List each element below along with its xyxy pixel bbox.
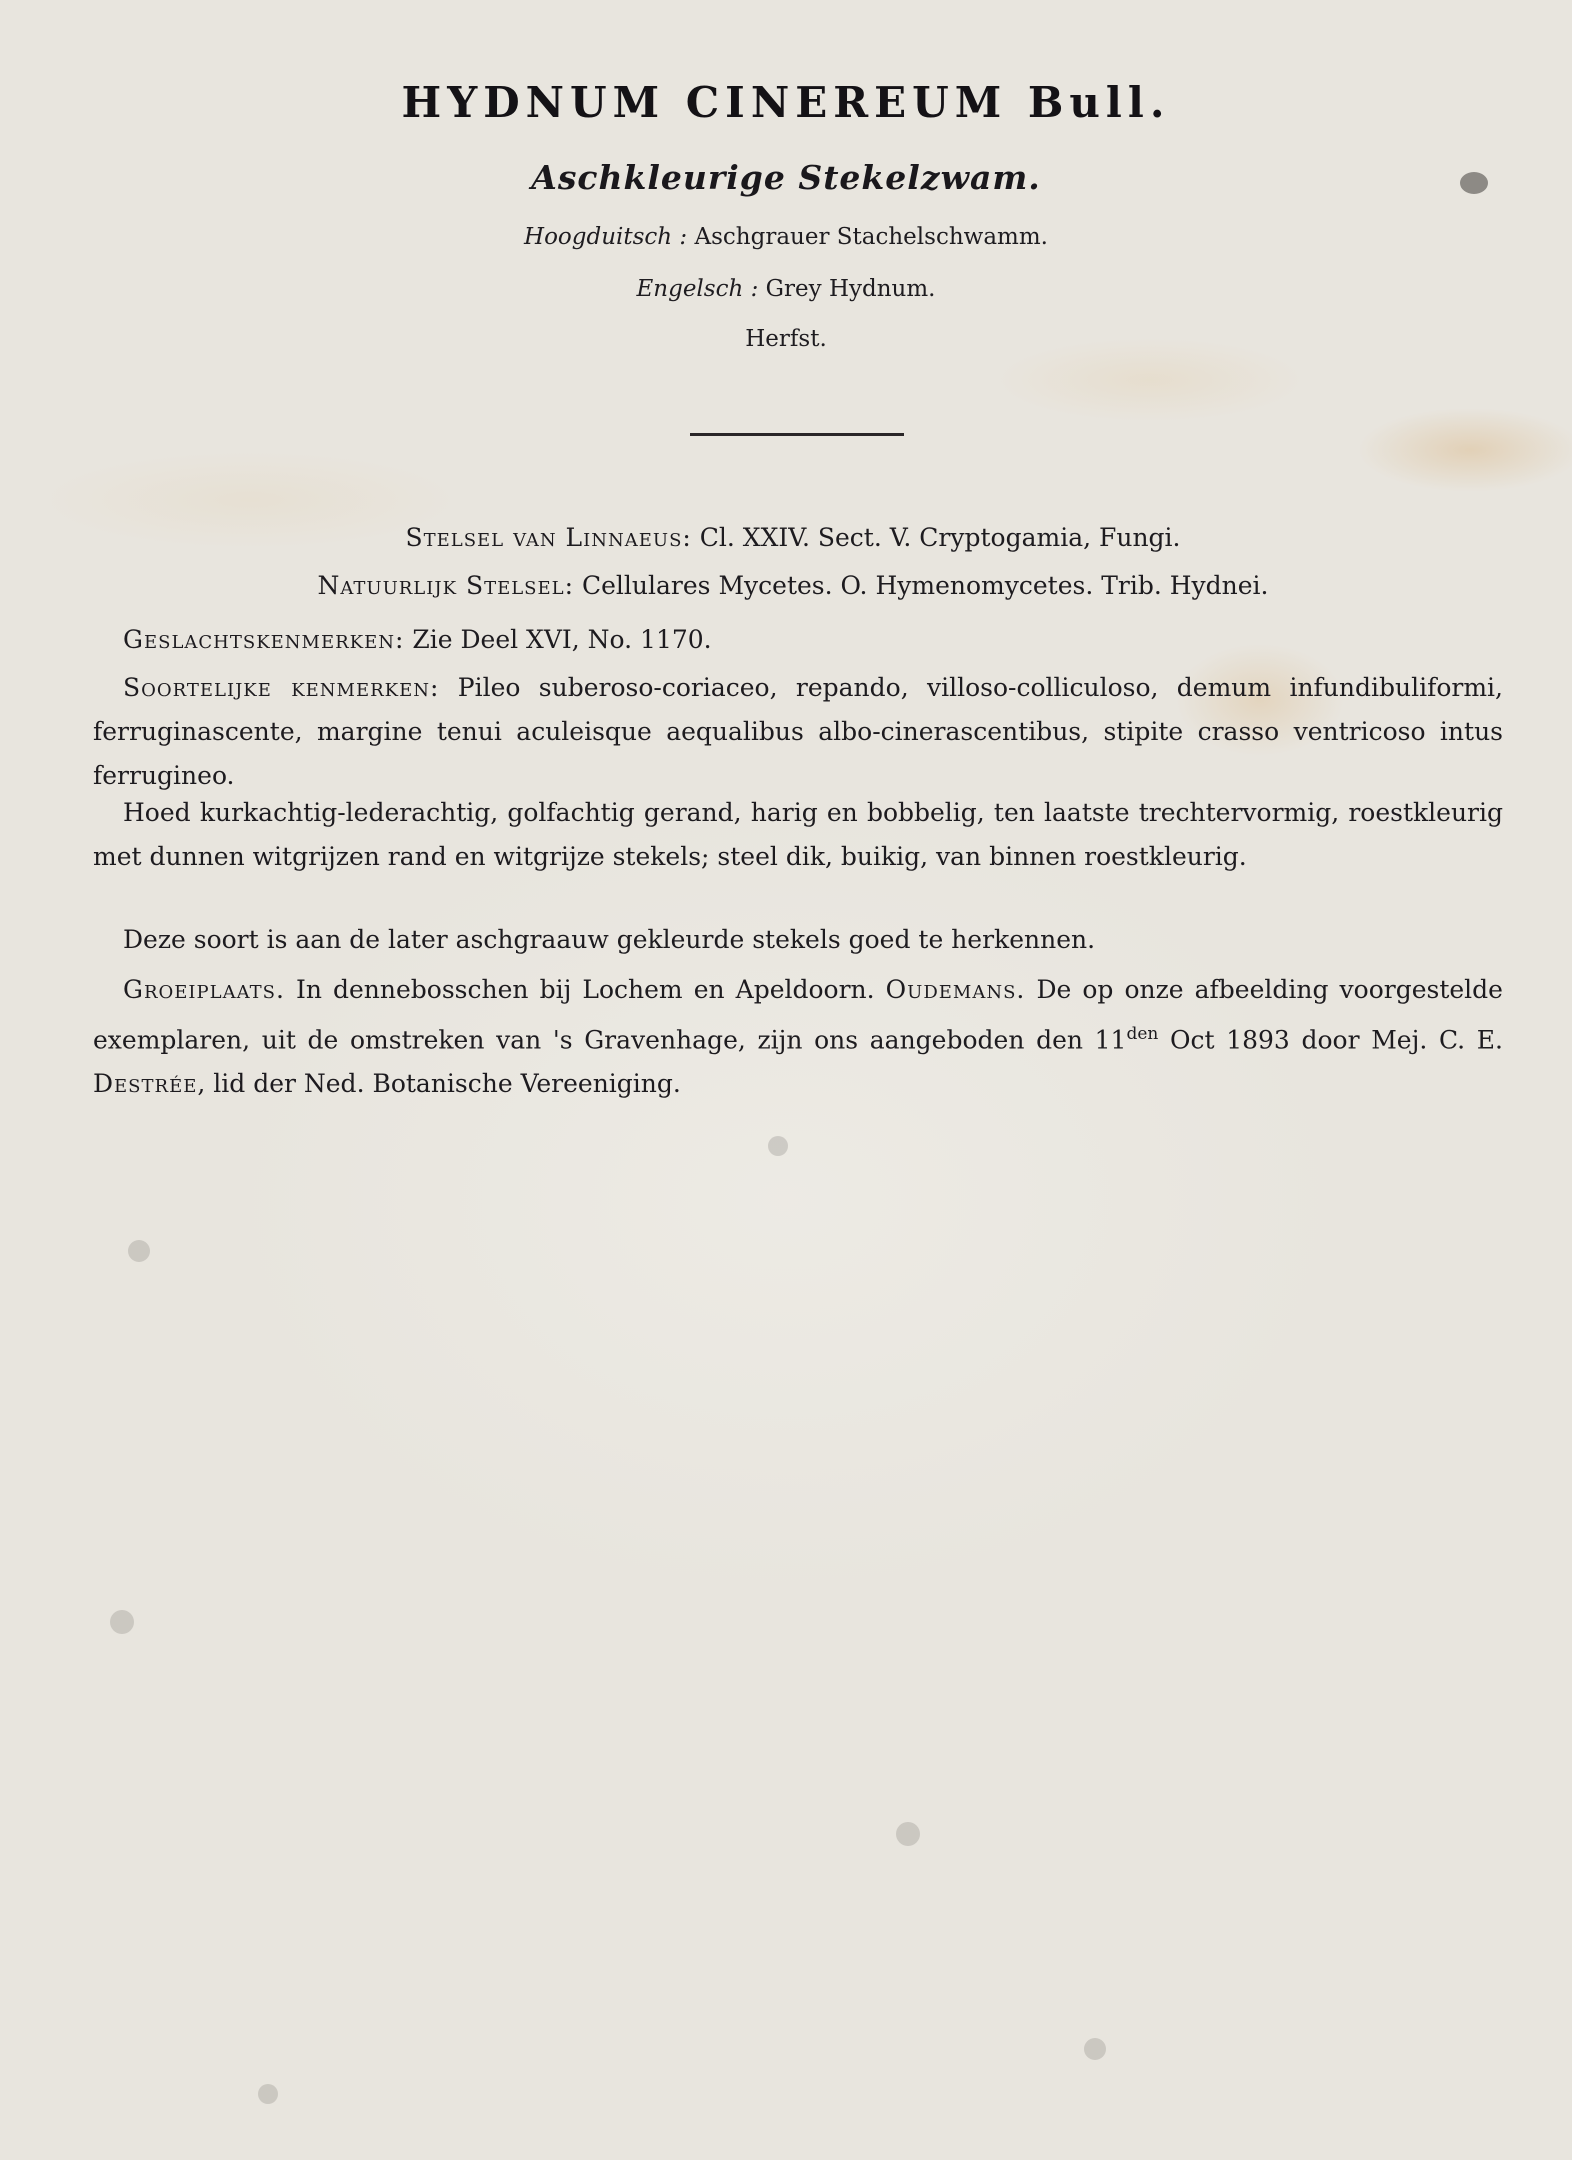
foxing-spot (128, 1240, 150, 1262)
foxing-spot (110, 1610, 134, 1634)
linnaeus-value: Cl. XXIV. Sect. V. Cryptogamia, Fungi. (699, 523, 1181, 552)
english-name-line (0, 276, 1572, 302)
linnaeus-system-line (93, 516, 1493, 560)
recognition-paragraph: Deze soort is aan de later aschgraauw gekleurde stekels goed te herkennen. (123, 925, 1096, 954)
natural-system-line (93, 564, 1493, 608)
species-characteristics-paragraph (93, 666, 1503, 798)
habitat-paragraph (93, 968, 1503, 1106)
habitat-text-2: De op onze afbeelding voorgestelde exemplaren, uit de omstreken van 's Gravenhage, zijn ons aangeboden den 11 (93, 975, 1503, 1055)
species-dutch-paragraph: Hoed kurkachtig-lederachtig, golfachtig gerand, harig en bobbelig, ten laatste trechtervormig, roestkleurig met dunnen witgrijzen rand en witgrijze stekels; steel dik, buikig, van binnen roestkleurig. (93, 798, 1503, 871)
foxing-spot (896, 1822, 920, 1846)
species-latin-text: Pileo suberoso-coriaceo, repando, villoso-colliculoso, demum infundibuliformi, ferruginascente, margine tenui aculeisque aequalibus albo-cinerascentibus, stipite crasso ventricoso intus ferrugineo. (93, 673, 1504, 790)
german-name: Aschgrauer Stachelschwamm. (694, 224, 1048, 250)
english-label: Engelsch : (636, 276, 759, 302)
date-superscript: den (1126, 1024, 1159, 1044)
divider (690, 433, 904, 436)
foxing-spot (258, 2084, 278, 2104)
german-label: Hoogduitsch : (524, 224, 688, 250)
habitat-text: In dennebosschen bij Lochem en Apeldoorn. (295, 975, 875, 1004)
species-title: HYDNUM CINEREUM Bull. (401, 78, 1171, 127)
natural-value: Cellulares Mycetes. O. Hymenomycetes. Trib. Hydnei. (582, 571, 1269, 600)
german-name-line (0, 224, 1572, 250)
habitat-person: Destrée (93, 1069, 198, 1099)
species-label: Soortelijke kenmerken: (123, 673, 440, 702)
habitat-text-4: , lid der Ned. Botanische Vereeniging. (197, 1069, 681, 1099)
genus-characteristics-line (93, 618, 1503, 662)
habitat-label: Groeiplaats. (123, 975, 285, 1004)
season: Herfst. (745, 326, 827, 352)
habitat-author: Oudemans. (885, 975, 1026, 1004)
habitat-text-3: Oct 1893 door Mej. C. E. (1170, 1025, 1503, 1055)
foxing-spot (768, 1136, 788, 1156)
linnaeus-label: Stelsel van Linnaeus: (405, 523, 692, 552)
genus-label: Geslachtskenmerken: (123, 625, 405, 654)
natural-label: Natuurlijk Stelsel: (317, 571, 575, 600)
species-common-name: Aschkleurige Stekelzwam. (531, 158, 1041, 197)
foxing-spot (1084, 2038, 1106, 2060)
genus-value: Zie Deel XVI, No. 1170. (412, 625, 712, 654)
english-name: Grey Hydnum. (765, 276, 936, 302)
